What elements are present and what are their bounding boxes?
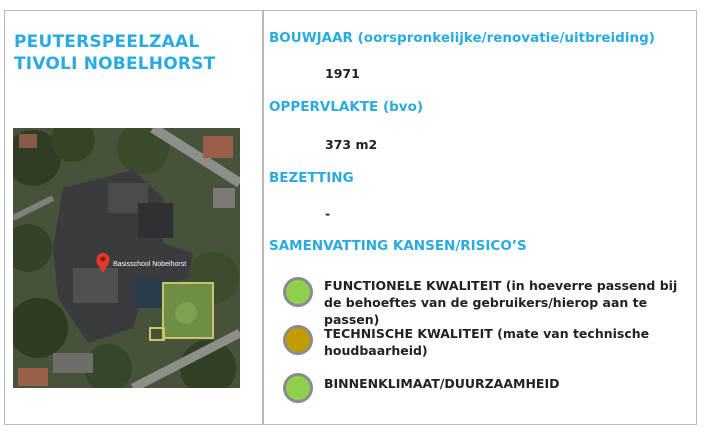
risk-label: TECHNISCHE KWALITEIT (mate van technische houdbaarheid): [324, 326, 650, 358]
risk-item-technisch: [283, 325, 683, 365]
risk-item-binnenklimaat: [283, 373, 683, 413]
bezetting-value: -: [325, 206, 331, 221]
bouwjaar-value: 1971: [325, 66, 360, 81]
risk-item-functioneel: [283, 277, 683, 327]
oppervlakte-heading: OPPERVLAKTE (bvo): [269, 99, 424, 115]
column-divider: [262, 11, 264, 424]
status-dot-icon: [283, 277, 313, 307]
info-card: [4, 10, 697, 425]
title-line-2: TIVOLI NOBELHORST: [14, 54, 216, 74]
map-pin-label: Basisschool Nobelhorst: [113, 261, 187, 268]
title-line-1: PEUTERSPEELZAAL: [14, 32, 200, 52]
aerial-map-drawing: [13, 128, 240, 388]
bouwjaar-heading: BOUWJAAR (oorspronkelijke/renovatie/uitbreiding): [269, 30, 655, 46]
samenvatting-heading: SAMENVATTING KANSEN/RISICO’S: [269, 238, 527, 254]
page-title: [14, 31, 254, 75]
status-dot-icon: [283, 325, 313, 355]
risk-label: FUNCTIONELE KWALITEIT (in hoeverre passend bij de behoeftes van de gebruikers/hierop aan te passen): [324, 278, 678, 327]
status-dot-icon: [283, 373, 313, 403]
aerial-photo: [13, 128, 240, 388]
risk-label: BINNENKLIMAAT/DUURZAAMHEID: [324, 376, 560, 391]
oppervlakte-value: 373 m2: [325, 137, 378, 152]
bezetting-heading: BEZETTING: [269, 170, 354, 186]
